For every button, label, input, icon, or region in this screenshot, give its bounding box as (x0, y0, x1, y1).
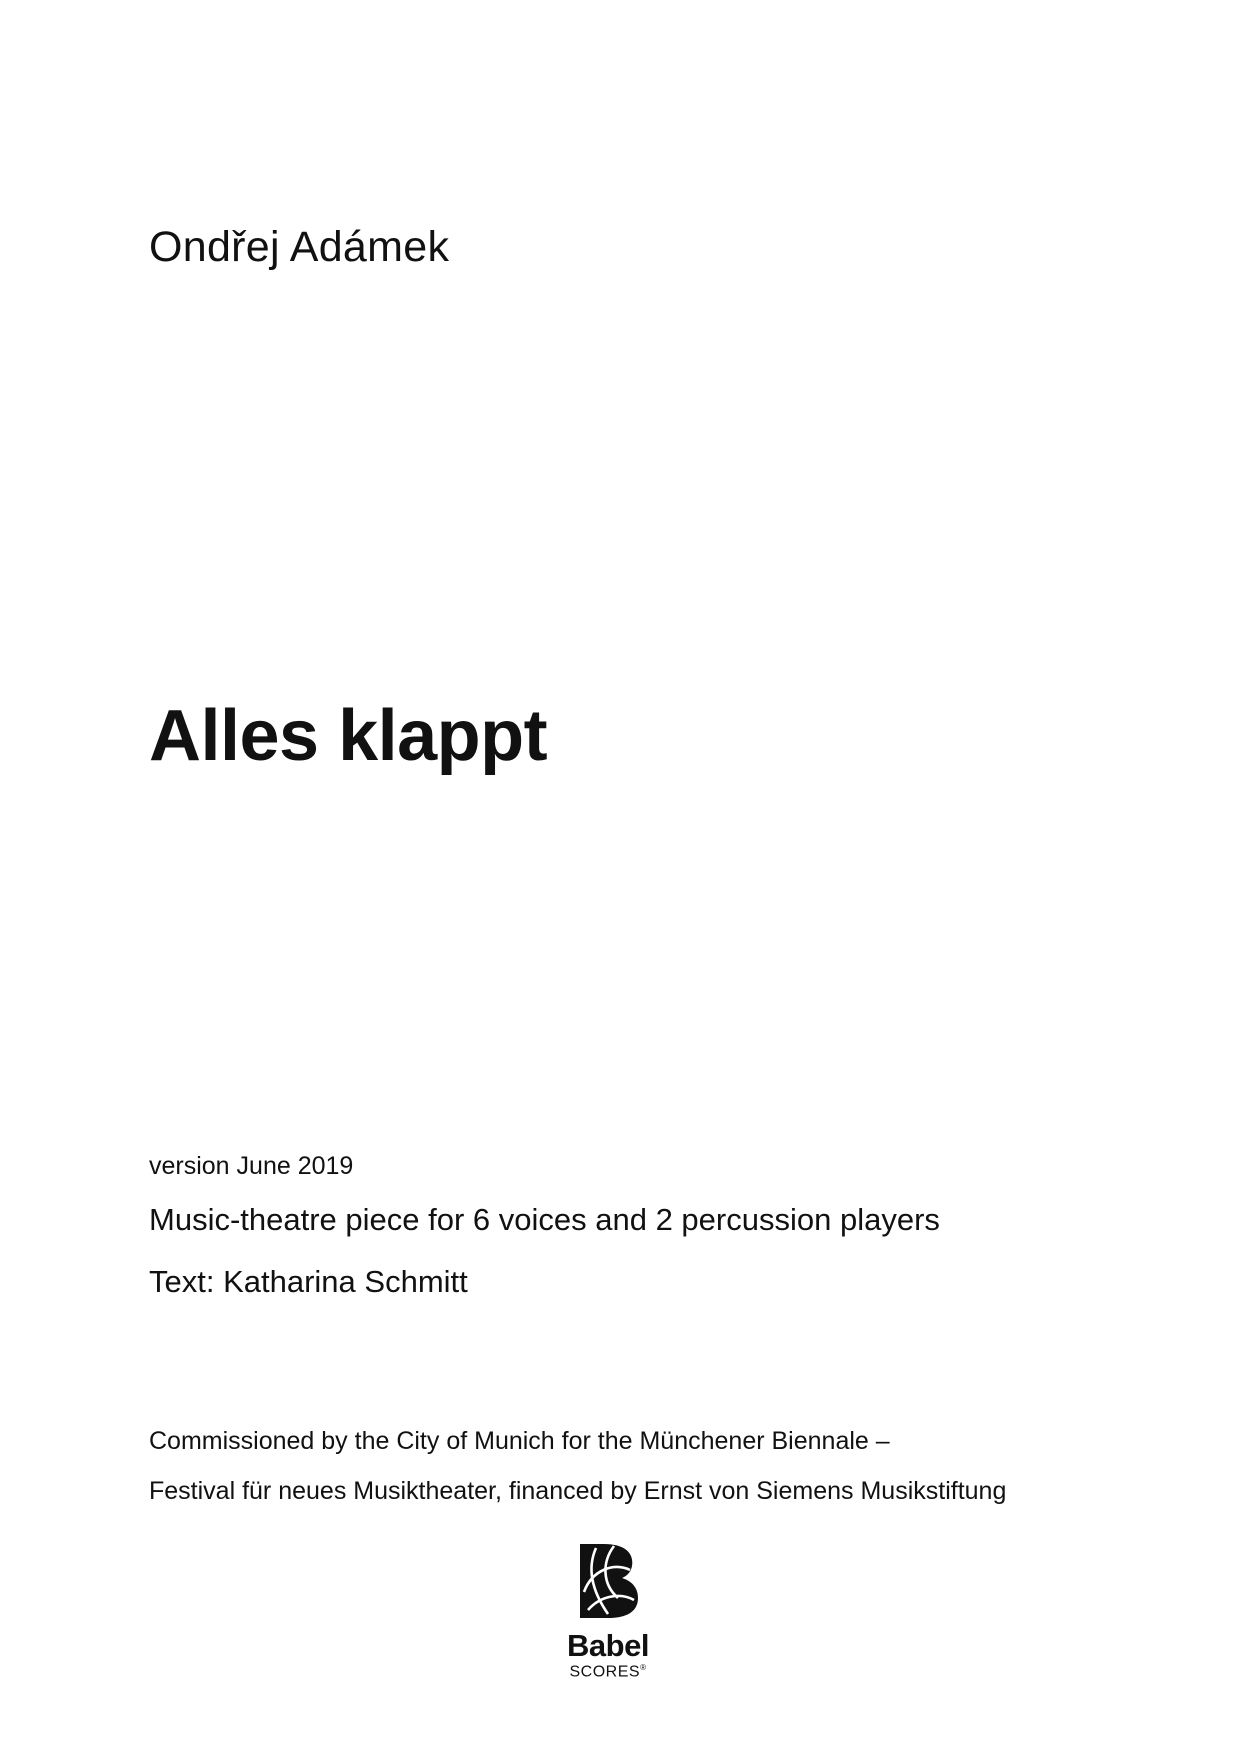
publisher-name: Babel (567, 1628, 649, 1663)
composer-name: Ondřej Adámek (149, 223, 450, 271)
text-credit: Text: Katharina Schmitt (149, 1264, 468, 1299)
registered-mark: ® (640, 1663, 647, 1672)
commission-line-2: Festival für neues Musiktheater, financed by Ernst von Siemens Musikstiftung (149, 1477, 1007, 1505)
commission-line-1: Commissioned by the City of Munich for the Münchener Biennale – (149, 1427, 890, 1455)
publisher-sub-text: SCORES (569, 1663, 641, 1681)
work-subtitle: Music-theatre piece for 6 voices and 2 percussion players (149, 1202, 940, 1237)
babel-logo-icon (574, 1540, 642, 1620)
work-title: Alles klappt (149, 696, 548, 776)
publisher-logo (548, 1540, 668, 1690)
version-date: version June 2019 (149, 1152, 354, 1180)
publisher-subname (548, 1664, 668, 1680)
